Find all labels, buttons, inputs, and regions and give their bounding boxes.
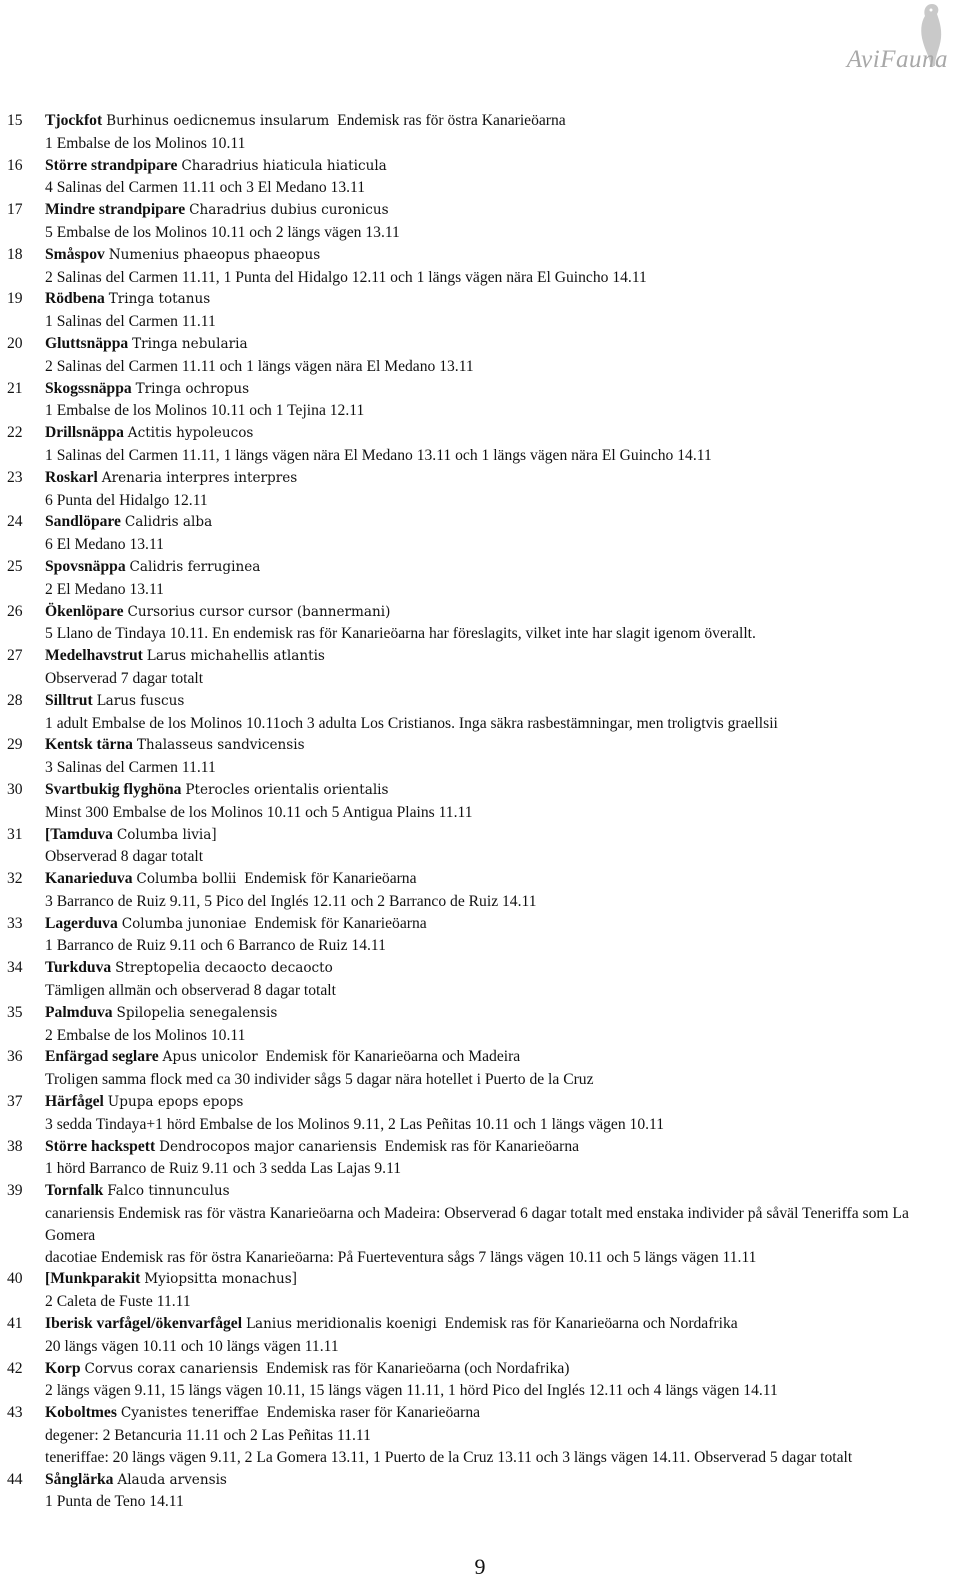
species-heading [45,779,950,802]
species-entry [0,110,960,155]
scientific-name: Arenaria interpres interpres [101,469,298,486]
entry-number: 42 [7,1359,23,1377]
observation-line: 1 Embalse de los Molinos 10.11 och 1 Tejina 12.11 [45,402,365,420]
observation-line: 2 Salinas del Carmen 11.11 och 1 längs vägen nära El Medano 13.11 [45,357,474,375]
species-entry [0,288,960,333]
observation-line: dacotiae Endemisk ras för östra Kanarieöarna: På Fuerteventura sågs 7 längs vägen 10.11 och 5 längs vägen 11.11 [45,1248,757,1266]
observation-line: 5 Embalse de los Molinos 10.11 och 2 längs vägen 13.11 [45,223,400,241]
swedish-name: Sånglärka [45,1470,114,1488]
species-entry [0,1268,960,1313]
observation-line: 1 hörd Barranco de Ruiz 9.11 och 3 sedda Las Lajas 9.11 [45,1160,402,1178]
entry-number: 19 [7,290,23,308]
species-entry [0,913,960,958]
species-heading [45,868,950,891]
scientific-name: Upupa epops epops [107,1094,244,1111]
swedish-name: Spovsnäppa [45,557,126,575]
observation-line: Tämligen allmän och observerad 8 dagar totalt [45,982,336,1000]
entry-number: 20 [7,334,23,352]
species-heading [45,110,950,133]
bracket-close: ] [211,825,217,843]
species-heading [45,957,950,980]
entry-number: 37 [7,1093,23,1111]
swedish-name: Kentsk tärna [45,736,133,754]
scientific-name: Thalasseus sandvicensis [136,737,305,754]
species-heading [45,734,950,757]
species-entry [0,556,960,601]
endemic-note: Endemisk ras för östra Kanarieöarna [337,112,566,129]
endemic-note: Endemisk ras för Kanarieöarna [384,1137,580,1155]
swedish-name: Tamduva [50,825,113,843]
scientific-name: Actitis hypoleucos [127,425,254,442]
scientific-name: Spilopelia senegalensis [116,1004,278,1021]
species-heading [45,155,950,178]
endemic-note: Endemisk för Kanarieöarna och Madeira [265,1048,521,1066]
scientific-name: Apus unicolor [162,1049,258,1066]
species-heading [45,1002,950,1025]
swedish-name: Silltrut [45,691,93,709]
observation-line: 2 El Medano 13.11 [45,580,164,598]
species-heading [45,556,950,579]
observation-line: 6 El Medano 13.11 [45,536,164,554]
entry-number: 22 [7,424,23,442]
observation-line: 2 längs vägen 9.11, 15 längs vägen 10.11, 15 längs vägen 11.11, 1 hörd Pico del Inglés 12.11 och 4 längs vägen 14.11 [45,1382,778,1400]
species-entry [0,868,960,913]
scientific-name: Columba livia [116,826,212,843]
species-entry [0,155,960,200]
swedish-name: Tornfalk [45,1182,104,1200]
species-heading [45,1313,950,1336]
entry-number: 24 [7,513,23,531]
species-entry [0,690,960,735]
observation-line: 3 Salinas del Carmen 11.11 [45,759,216,777]
page-number: 9 [474,1554,486,1579]
entry-number: 23 [7,468,23,486]
species-entry [0,645,960,690]
scientific-name: Charadrius hiaticula hiaticula [181,157,387,174]
bracket-open: [ [45,1270,51,1288]
entry-number: 40 [7,1270,23,1288]
entry-number: 34 [7,959,23,977]
endemic-note: Endemisk ras för Kanarieöarna och Nordafrika [444,1315,738,1333]
entry-number: 32 [7,870,23,888]
species-entry [0,467,960,512]
observation-line: 1 adult Embalse de los Molinos 10.11och 3 adulta Los Cristianos. Inga säkra rasbestämningar, men troligtvis graellsii [45,714,778,732]
swedish-name: Härfågel [45,1093,104,1111]
endemic-note: Endemisk för Kanarieöarna [254,914,427,932]
species-entry [0,1313,960,1358]
species-heading [45,824,950,847]
swedish-name: Medelhavstrut [45,647,143,665]
observation-line: 1 Embalse de los Molinos 10.11 [45,134,246,152]
scientific-name: Columba junoniae [121,915,247,932]
avifauna-logo [760,0,960,80]
bracket-close: ] [291,1270,297,1288]
entry-number: 25 [7,557,23,575]
observation-line: 1 Punta de Teno 14.11 [45,1493,184,1511]
species-heading [45,1402,950,1425]
scientific-name: Alauda arvensis [117,1471,227,1488]
species-heading [45,378,950,401]
species-heading [45,1136,950,1159]
observation-line: Observerad 8 dagar totalt [45,848,204,866]
entry-number: 21 [7,379,23,397]
scientific-name: Tringa nebularia [132,335,248,352]
observation-line: Troligen samma flock med ca 30 individer sågs 5 dagar nära hotellet i Puerto de la Cruz [45,1071,594,1089]
observation-line: 1 Salinas del Carmen 11.11 [45,313,216,331]
scientific-name: Larus michahellis atlantis [146,648,325,665]
scientific-name: Larus fuscus [96,692,185,709]
observation-line: Minst 300 Embalse de los Molinos 10.11 och 5 Antigua Plains 11.11 [45,803,473,821]
species-heading [45,1046,950,1069]
species-entry [0,378,960,423]
species-entry [0,244,960,289]
scientific-name: Cursorius cursor cursor (bannermani) [127,603,391,620]
bracket-open: [ [45,825,51,843]
observation-line: 5 Llano de Tindaya 10.11. En endemisk ras för Kanarieöarna har föreslagits, vilket inte har slagit igenom överallt. [45,625,756,643]
species-entry [0,333,960,378]
swedish-name: Större strandpipare [45,156,178,174]
observation-line: 1 Salinas del Carmen 11.11, 1 längs vägen nära El Medano 13.11 och 1 längs vägen nära El Guincho 14.11 [45,446,712,464]
swedish-name: Rödbena [45,290,105,308]
swedish-name: Roskarl [45,468,98,486]
entry-number: 38 [7,1137,23,1155]
species-entry [0,1002,960,1047]
scientific-name: Falco tinnunculus [107,1183,230,1200]
species-entry [0,1091,960,1136]
swedish-name: Iberisk varfågel/ökenvarfågel [45,1315,243,1333]
species-entry [0,601,960,646]
entry-number: 36 [7,1048,23,1066]
swedish-name: Munkparakit [50,1270,141,1288]
observation-line: 3 sedda Tindaya+1 hörd Embalse de los Molinos 9.11, 2 Las Peñitas 10.11 och 1 längs vägen 10.11 [45,1115,665,1133]
endemic-note: Endemisk för Kanarieöarna [244,870,417,888]
scientific-name: Cyanistes teneriffae [120,1405,259,1422]
observation-line: 2 Salinas del Carmen 11.11, 1 Punta del Hidalgo 12.11 och 1 längs vägen nära El Guincho 14.11 [45,268,647,286]
species-heading [45,422,950,445]
species-heading [45,199,950,222]
observation-line: 1 Barranco de Ruiz 9.11 och 6 Barranco de Ruiz 14.11 [45,937,386,955]
swedish-name: Korp [45,1359,81,1377]
species-entry [0,1402,960,1468]
logo-text: AviFauna [846,46,948,73]
swedish-name: Lagerduva [45,914,118,932]
entry-number: 18 [7,245,23,263]
entry-number: 15 [7,112,23,129]
swedish-name: Mindre strandpipare [45,201,186,219]
species-heading [45,1268,950,1291]
swedish-name: Turkduva [45,959,112,977]
species-entry [0,1136,960,1181]
entry-number: 43 [7,1404,23,1422]
scientific-name: Streptopelia decaocto decaocto [115,960,333,977]
species-heading [45,690,950,713]
scientific-name: Corvus corax canariensis [84,1360,259,1377]
observation-line: teneriffae: 20 längs vägen 9.11, 2 La Gomera 13.11, 1 Puerto de la Cruz 13.11 och 3 längs vägen 14.11. Observerad 5 dagar totalt [45,1448,853,1466]
entry-number: 35 [7,1003,23,1021]
observation-line: Observerad 7 dagar totalt [45,669,204,687]
endemic-note: Endemisk ras för Kanarieöarna (och Nordafrika) [265,1359,570,1377]
scientific-name: Numenius phaeopus phaeopus [108,246,321,263]
swedish-name: Ökenlöpare [45,602,124,620]
species-heading [45,288,950,311]
scientific-name: Dendrocopos major canariensis [159,1138,377,1155]
species-entry [0,824,960,869]
swedish-name: Kanarieduva [45,870,133,888]
scientific-name: Burhinus oedicnemus insularum [106,113,330,129]
species-heading [45,1180,950,1203]
species-entry [0,957,960,1002]
swedish-name: Småspov [45,245,105,263]
scientific-name: Pterocles orientalis orientalis [185,781,389,798]
species-heading [45,645,950,668]
observation-line: 3 Barranco de Ruiz 9.11, 5 Pico del Inglés 12.11 och 2 Barranco de Ruiz 14.11 [45,892,537,910]
species-entry [0,1358,960,1403]
observation-line: 2 Caleta de Fuste 11.11 [45,1293,191,1311]
species-entry [0,422,960,467]
entry-number: 30 [7,780,23,798]
entry-number: 39 [7,1182,23,1200]
species-heading [45,333,950,356]
observation-line: 2 Embalse de los Molinos 10.11 [45,1026,246,1044]
scientific-name: Calidris ferruginea [129,558,261,575]
endemic-note: Endemiska raser för Kanarieöarna [266,1404,481,1422]
species-heading [45,1091,950,1114]
swedish-name: Tjockfot [45,112,103,129]
scientific-name: Tringa ochropus [135,380,250,397]
swedish-name: Sandlöpare [45,513,121,531]
swedish-name: Gluttsnäppa [45,334,129,352]
species-heading [45,511,950,534]
species-entry [0,734,960,779]
observation-line: 6 Punta del Hidalgo 12.11 [45,491,208,509]
entry-number: 41 [7,1315,23,1333]
observation-line: canariensis Endemisk ras för västra Kanarieöarna och Madeira: Observerad 6 dagar totalt med enstaka individer på såväl Teneriffa som La Gomera [45,1205,909,1244]
scientific-name: Calidris alba [124,514,213,531]
entry-number: 17 [7,201,23,219]
entry-number: 29 [7,736,23,754]
swedish-name: Svartbukig flyghöna [45,780,182,798]
observation-line: 4 Salinas del Carmen 11.11 och 3 El Medano 13.11 [45,179,366,197]
observation-line: degener: 2 Betancuria 11.11 och 2 Las Peñitas 11.11 [45,1427,371,1445]
scientific-name: Columba bollii [136,871,237,888]
observation-line: 20 längs vägen 10.11 och 10 längs vägen 11.11 [45,1337,339,1355]
species-heading [45,1469,950,1492]
species-heading [45,467,950,490]
swedish-name: Enfärgad seglare [45,1048,159,1066]
species-heading [45,1358,950,1381]
swedish-name: Palmduva [45,1003,113,1021]
scientific-name: Charadrius dubius curonicus [189,202,389,219]
species-heading [45,601,950,624]
entry-number: 16 [7,156,23,174]
species-list [0,110,960,1513]
species-entry [0,1469,960,1514]
species-entry [0,511,960,556]
scientific-name: Lanius meridionalis koenigi [245,1316,437,1333]
swedish-name: Skogssnäppa [45,379,132,397]
scientific-name: Tringa totanus [108,291,211,308]
species-entry [0,1180,960,1268]
entry-number: 44 [7,1470,23,1488]
entry-number: 28 [7,691,23,709]
scientific-name: Myiopsitta monachus [144,1271,292,1288]
entry-number: 27 [7,647,23,665]
species-entry [0,779,960,824]
entry-number: 31 [7,825,23,843]
species-heading [45,244,950,267]
swedish-name: Drillsnäppa [45,424,124,442]
entry-number: 26 [7,602,23,620]
species-heading [45,913,950,936]
swedish-name: Större hackspett [45,1137,156,1155]
entry-number: 33 [7,914,23,932]
species-entry [0,1046,960,1091]
species-entry [0,199,960,244]
swedish-name: Koboltmes [45,1404,117,1422]
